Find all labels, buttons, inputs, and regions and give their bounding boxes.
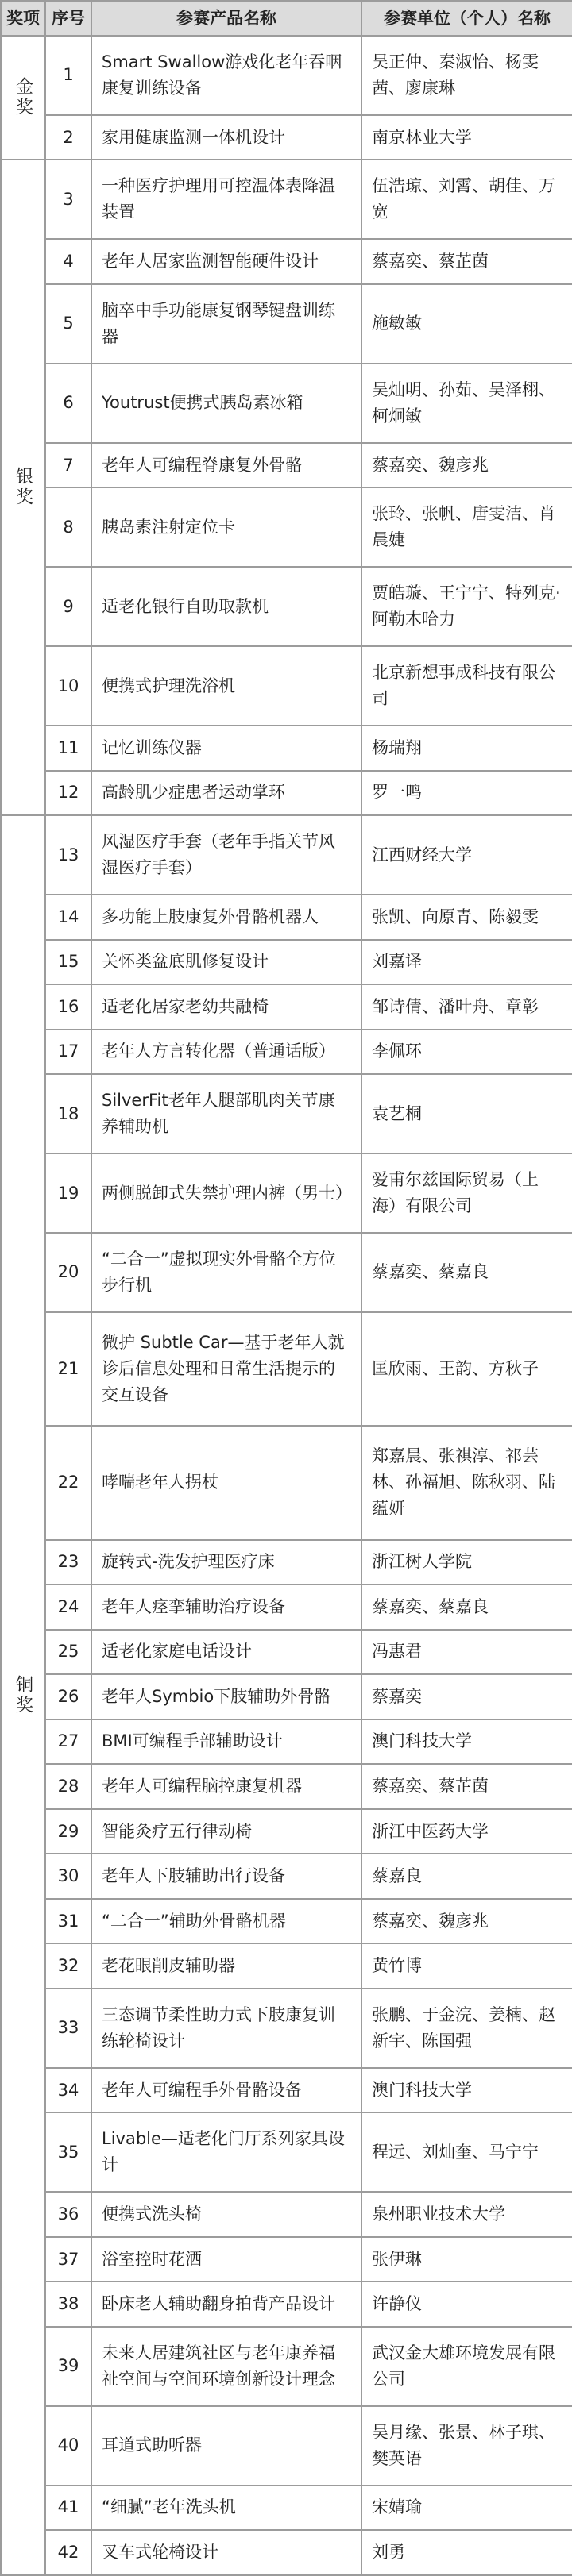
- product-name: 脑卒中手功能康复钢琴键盘训练器: [91, 284, 361, 364]
- header-unit: 参赛单位（个人）名称: [361, 1, 572, 36]
- entrant-name: 张凯、向原青、陈毅雯: [361, 895, 572, 940]
- table-row: [1, 239, 572, 284]
- product-name: 老年人可编程脑控康复机器: [91, 1764, 361, 1809]
- row-index: 19: [45, 1153, 91, 1233]
- table-row: [1, 1943, 572, 1989]
- table-row: [1, 1809, 572, 1854]
- entrant-name: 蔡嘉奕、蔡嘉良: [361, 1584, 572, 1630]
- table-row: [1, 2112, 572, 2192]
- product-name: 智能灸疗五行律动椅: [91, 1809, 361, 1854]
- table-row: [1, 567, 572, 646]
- entrant-name: 李佩环: [361, 1030, 572, 1075]
- entrant-name: 蔡嘉良: [361, 1854, 572, 1899]
- table-row: [1, 1233, 572, 1312]
- row-index: 34: [45, 2068, 91, 2113]
- entrant-name: 邹诗倩、潘叶舟、章彰: [361, 984, 572, 1030]
- row-index: 16: [45, 984, 91, 1030]
- entrant-name: 黄竹博: [361, 1943, 572, 1989]
- row-index: 21: [45, 1312, 91, 1426]
- product-name: 微护 Subtle Car—基于老年人就诊后信息处理和日常生活提示的交互设备: [91, 1312, 361, 1426]
- entrant-name: 南京林业大学: [361, 115, 572, 160]
- row-index: 24: [45, 1584, 91, 1630]
- row-index: 3: [45, 160, 91, 239]
- entrant-name: 张鹏、于金浣、姜楠、赵新宇、陈国强: [361, 1989, 572, 2068]
- product-name: 适老化银行自助取款机: [91, 567, 361, 646]
- table-row: [1, 2406, 572, 2486]
- award-cell: 金奖: [1, 36, 45, 160]
- product-name: “细腻”老年洗头机: [91, 2486, 361, 2531]
- entrant-name: 匡欣雨、王韵、方秋子: [361, 1312, 572, 1426]
- row-index: 33: [45, 1989, 91, 2068]
- table-row: [1, 1630, 572, 1675]
- table-row: [1, 1426, 572, 1539]
- table-row: [1, 940, 572, 985]
- product-name: Smart Swallow游戏化老年吞咽康复训练设备: [91, 36, 361, 115]
- product-name: 高龄肌少症患者运动掌环: [91, 771, 361, 816]
- entrant-name: 蔡嘉奕、蔡嘉良: [361, 1233, 572, 1312]
- product-name: 耳道式助听器: [91, 2406, 361, 2486]
- product-name: 老年人Symbio下肢辅助外骨骼: [91, 1674, 361, 1719]
- table-row: [1, 115, 572, 160]
- entrant-name: 袁艺桐: [361, 1074, 572, 1153]
- row-index: 41: [45, 2486, 91, 2531]
- table-row: [1, 815, 572, 895]
- table-row: [1, 1674, 572, 1719]
- row-index: 42: [45, 2530, 91, 2575]
- entrant-name: 浙江树人学院: [361, 1540, 572, 1585]
- table-row: [1, 1030, 572, 1075]
- row-index: 11: [45, 726, 91, 771]
- row-index: 14: [45, 895, 91, 940]
- entrant-name: 蔡嘉奕、魏彦兆: [361, 1899, 572, 1944]
- entrant-name: 刘嘉译: [361, 940, 572, 985]
- table-row: [1, 2192, 572, 2237]
- row-index: 28: [45, 1764, 91, 1809]
- row-index: 15: [45, 940, 91, 985]
- table-row: [1, 1153, 572, 1233]
- entrant-name: 爱甫尔兹国际贸易（上海）有限公司: [361, 1153, 572, 1233]
- row-index: 39: [45, 2327, 91, 2406]
- entrant-name: 张伊琳: [361, 2237, 572, 2282]
- table-row: [1, 2486, 572, 2531]
- table-row: [1, 487, 572, 567]
- row-index: 36: [45, 2192, 91, 2237]
- table-row: [1, 1764, 572, 1809]
- row-index: 10: [45, 646, 91, 726]
- table-row: [1, 364, 572, 443]
- product-name: 卧床老人辅助翻身拍背产品设计: [91, 2281, 361, 2327]
- entrant-name: 泉州职业技术大学: [361, 2192, 572, 2237]
- product-name: 便携式洗头椅: [91, 2192, 361, 2237]
- table-row: [1, 2068, 572, 2113]
- entrant-name: 郑嘉晨、张祺淳、祁芸林、孙福旭、陈秋羽、陆蕴妍: [361, 1426, 572, 1539]
- table-row: [1, 1584, 572, 1630]
- row-index: 22: [45, 1426, 91, 1539]
- table-row: [1, 1312, 572, 1426]
- row-index: 25: [45, 1630, 91, 1675]
- row-index: 12: [45, 771, 91, 816]
- row-index: 9: [45, 567, 91, 646]
- product-name: Livable—适老化门厅系列家具设计: [91, 2112, 361, 2192]
- row-index: 32: [45, 1943, 91, 1989]
- product-name: Youtrust便携式胰岛素冰箱: [91, 364, 361, 443]
- table-row: [1, 284, 572, 364]
- entrant-name: 吴灿明、孙茹、吴泽栩、柯炯敏: [361, 364, 572, 443]
- product-name: 浴室控时花洒: [91, 2237, 361, 2282]
- product-name: “二合一”辅助外骨骼机器: [91, 1899, 361, 1944]
- row-index: 23: [45, 1540, 91, 1585]
- product-name: 便携式护理洗浴机: [91, 646, 361, 726]
- table-row: [1, 1540, 572, 1585]
- row-index: 5: [45, 284, 91, 364]
- table-row: [1, 2327, 572, 2406]
- entrant-name: 澳门科技大学: [361, 1719, 572, 1765]
- product-name: 风湿医疗手套（老年手指关节风湿医疗手套）: [91, 815, 361, 895]
- table-row: [1, 726, 572, 771]
- entrant-name: 浙江中医药大学: [361, 1809, 572, 1854]
- product-name: 三态调节柔性助力式下肢康复训练轮椅设计: [91, 1989, 361, 2068]
- row-index: 8: [45, 487, 91, 567]
- product-name: 一种医疗护理用可控温体表降温装置: [91, 160, 361, 239]
- product-name: 记忆训练仪器: [91, 726, 361, 771]
- row-index: 35: [45, 2112, 91, 2192]
- table-row: [1, 771, 572, 816]
- row-index: 37: [45, 2237, 91, 2282]
- table-row: [1, 1719, 572, 1765]
- row-index: 31: [45, 1899, 91, 1944]
- row-index: 38: [45, 2281, 91, 2327]
- row-index: 18: [45, 1074, 91, 1153]
- entrant-name: 蔡嘉奕、魏彦兆: [361, 443, 572, 488]
- entrant-name: 北京新想事成科技有限公司: [361, 646, 572, 726]
- entrant-name: 杨瑞翔: [361, 726, 572, 771]
- product-name: 旋转式-洗发护理医疗床: [91, 1540, 361, 1585]
- table-row: [1, 2237, 572, 2282]
- product-name: 老年人下肢辅助出行设备: [91, 1854, 361, 1899]
- entrant-name: 冯惠君: [361, 1630, 572, 1675]
- row-index: 20: [45, 1233, 91, 1312]
- table-row: [1, 2281, 572, 2327]
- entrant-name: 罗一鸣: [361, 771, 572, 816]
- row-index: 6: [45, 364, 91, 443]
- row-index: 40: [45, 2406, 91, 2486]
- row-index: 17: [45, 1030, 91, 1075]
- product-name: 老年人方言转化器（普通话版）: [91, 1030, 361, 1075]
- table-row: [1, 1899, 572, 1944]
- entrant-name: 蔡嘉奕、蔡芷茵: [361, 239, 572, 284]
- table-row: [1, 1074, 572, 1153]
- entrant-name: 贾皓璇、王宁宁、特列克·阿勒木哈力: [361, 567, 572, 646]
- product-name: 胰岛素注射定位卡: [91, 487, 361, 567]
- table-row: [1, 895, 572, 940]
- row-index: 2: [45, 115, 91, 160]
- table-row: [1, 646, 572, 726]
- row-index: 4: [45, 239, 91, 284]
- table-row: [1, 2530, 572, 2575]
- entrant-name: 伍浩琼、刘霄、胡佳、万宽: [361, 160, 572, 239]
- header-index: 序号: [45, 1, 91, 36]
- product-name: 老年人居家监测智能硬件设计: [91, 239, 361, 284]
- entrant-name: 张玲、张帆、唐雯洁、肖晨婕: [361, 487, 572, 567]
- entrant-name: 许静仪: [361, 2281, 572, 2327]
- product-name: 家用健康监测一体机设计: [91, 115, 361, 160]
- row-index: 30: [45, 1854, 91, 1899]
- row-index: 1: [45, 36, 91, 115]
- product-name: “二合一”虚拟现实外骨骼全方位步行机: [91, 1233, 361, 1312]
- entrant-name: 蔡嘉奕: [361, 1674, 572, 1719]
- entrant-name: 刘勇: [361, 2530, 572, 2575]
- product-name: 老年人可编程脊康复外骨骼: [91, 443, 361, 488]
- entrant-name: 澳门科技大学: [361, 2068, 572, 2113]
- product-name: 哮喘老年人拐杖: [91, 1426, 361, 1539]
- product-name: 两侧脱卸式失禁护理内裤（男士）: [91, 1153, 361, 1233]
- entrant-name: 江西财经大学: [361, 815, 572, 895]
- row-index: 26: [45, 1674, 91, 1719]
- row-index: 7: [45, 443, 91, 488]
- award-cell: 银奖: [1, 160, 45, 815]
- product-name: 老年人痉挛辅助治疗设备: [91, 1584, 361, 1630]
- award-cell: 铜奖: [1, 815, 45, 2575]
- entrant-name: 宋婧瑜: [361, 2486, 572, 2531]
- header-product: 参赛产品名称: [91, 1, 361, 36]
- product-name: BMI可编程手部辅助设计: [91, 1719, 361, 1765]
- row-index: 27: [45, 1719, 91, 1765]
- row-index: 29: [45, 1809, 91, 1854]
- entrant-name: 吴月缘、张景、林子琪、樊英语: [361, 2406, 572, 2486]
- entrant-name: 施敏敏: [361, 284, 572, 364]
- product-name: 叉车式轮椅设计: [91, 2530, 361, 2575]
- product-name: 未来人居建筑社区与老年康养福祉空间与空间环境创新设计理念: [91, 2327, 361, 2406]
- product-name: 老花眼削皮辅助器: [91, 1943, 361, 1989]
- product-name: 适老化居家老幼共融椅: [91, 984, 361, 1030]
- table-body: [1, 36, 572, 2575]
- row-index: 13: [45, 815, 91, 895]
- product-name: SilverFit老年人腿部肌肉关节康养辅助机: [91, 1074, 361, 1153]
- table-header-row: [1, 1, 572, 36]
- product-name: 适老化家庭电话设计: [91, 1630, 361, 1675]
- table-row: [1, 1854, 572, 1899]
- table-row: [1, 984, 572, 1030]
- entrant-name: 吴正仲、秦淑怡、杨雯茜、廖康琳: [361, 36, 572, 115]
- product-name: 多功能上肢康复外骨骼机器人: [91, 895, 361, 940]
- header-award: 奖项: [1, 1, 45, 36]
- product-name: 关怀类盆底肌修复设计: [91, 940, 361, 985]
- entrant-name: 武汉金大雄环境发展有限公司: [361, 2327, 572, 2406]
- table-row: [1, 1989, 572, 2068]
- table-row: [1, 160, 572, 239]
- table-row: [1, 36, 572, 115]
- entrant-name: 蔡嘉奕、蔡芷茵: [361, 1764, 572, 1809]
- entrant-name: 程远、刘灿奎、马宁宁: [361, 2112, 572, 2192]
- table-row: [1, 443, 572, 488]
- product-name: 老年人可编程手外骨骼设备: [91, 2068, 361, 2113]
